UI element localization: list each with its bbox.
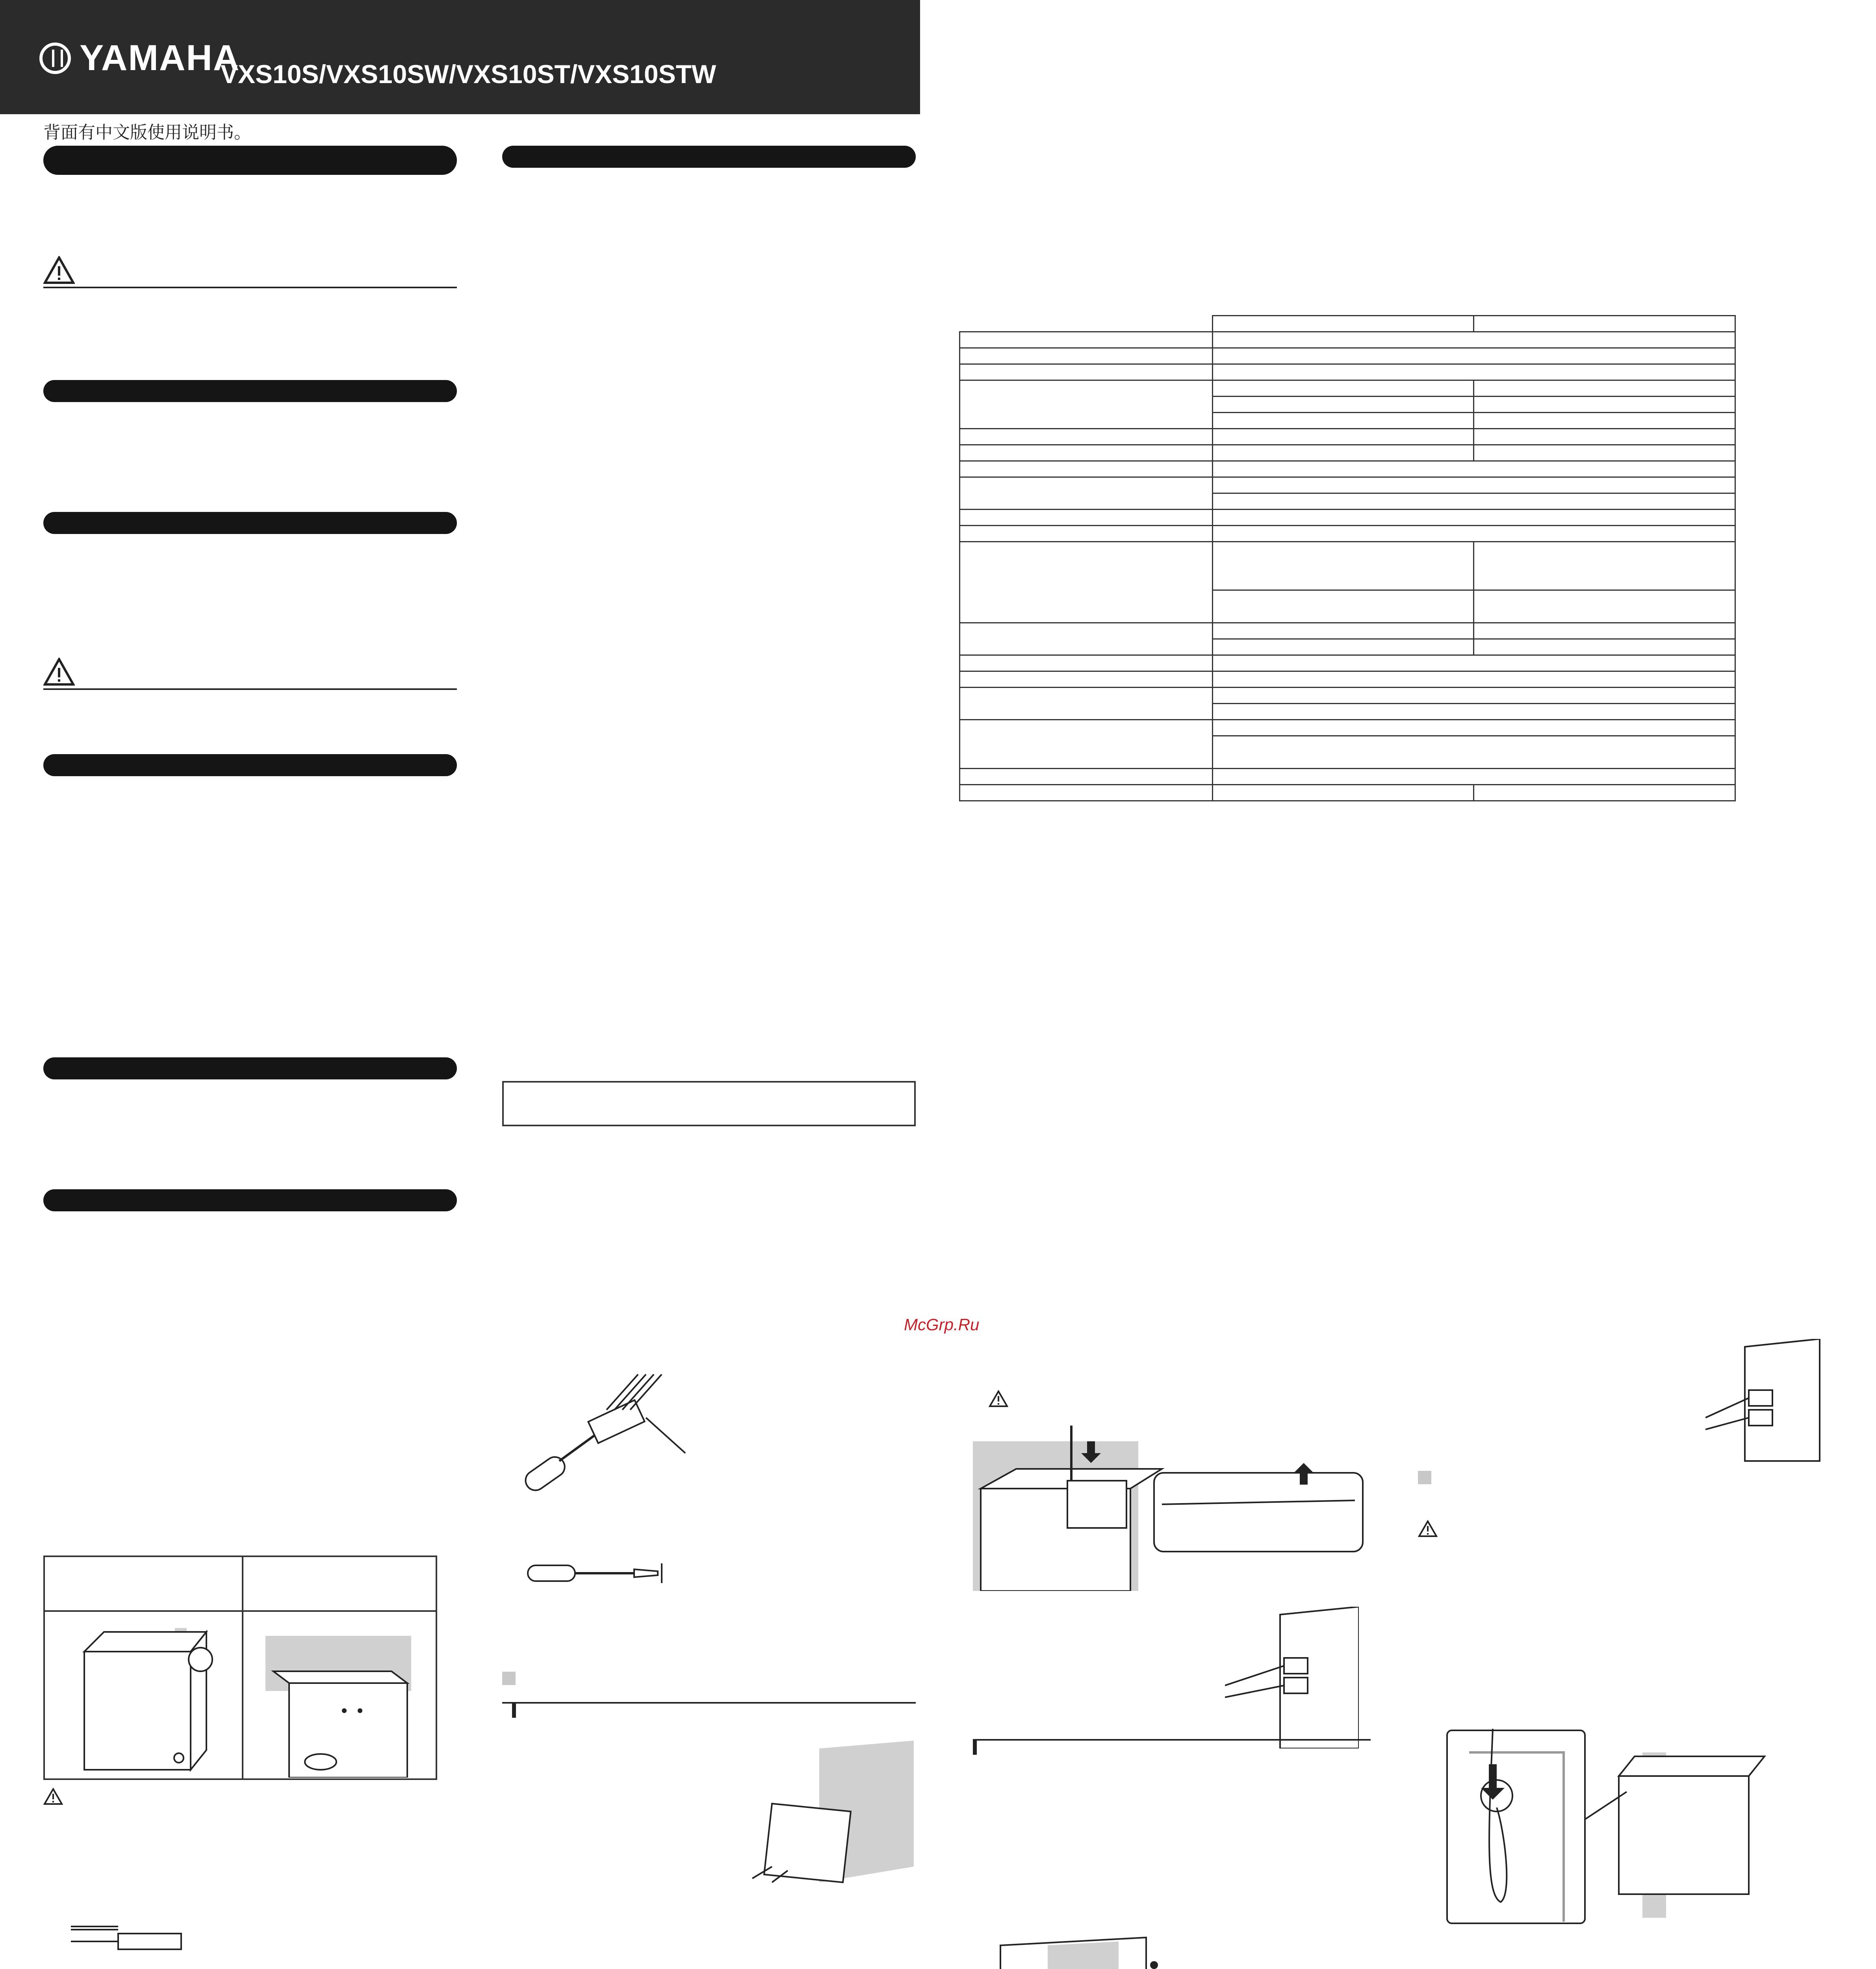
warning-rule-1: [43, 287, 457, 288]
bracket-lock-release-diagram: [973, 1426, 1367, 1591]
section-bar-col2: [502, 146, 916, 168]
table-row: [960, 526, 1735, 542]
wire-strip-diagram: [67, 1922, 193, 1957]
section-bar-6: [43, 1189, 457, 1211]
table-row: [960, 510, 1735, 526]
table-row: [960, 769, 1735, 785]
section-bar-4: [43, 754, 457, 776]
section-bar-3: [43, 512, 457, 534]
rule-marker: [973, 1739, 977, 1755]
table-row: [960, 688, 1735, 704]
table-row: [960, 542, 1735, 590]
watermark: McGrp.Ru: [904, 1315, 980, 1334]
step-marker: [1418, 1471, 1431, 1484]
table-row: [960, 623, 1735, 639]
table-row: [960, 332, 1735, 348]
brand-logo: [39, 37, 240, 79]
table-row: [960, 671, 1735, 688]
table-row: [960, 316, 1735, 332]
table-row: [960, 720, 1735, 736]
rule-marker: [512, 1702, 516, 1718]
table-row: [960, 785, 1735, 801]
table-row: [960, 380, 1735, 397]
specifications-table: [959, 315, 1736, 801]
wall-bracket-diagram: [740, 1741, 918, 1890]
table-row: [960, 461, 1735, 477]
table-row: [960, 348, 1735, 364]
step-marker: [502, 1672, 516, 1685]
section-bar-1: [43, 146, 457, 175]
warning-icon: [43, 658, 75, 688]
terminal-wire-diagram-2: [1705, 1339, 1824, 1465]
warning-icon: [1418, 1520, 1438, 1539]
note-box: [502, 1081, 916, 1126]
brand-name: YAMAHA: [80, 38, 240, 78]
warning-icon: [989, 1390, 1008, 1409]
section-rule: [502, 1702, 916, 1704]
table-row: [960, 445, 1735, 461]
section-rule: [973, 1739, 1371, 1741]
section-bar-2: [43, 380, 457, 402]
terminal-wire-diagram-1: [1225, 1607, 1359, 1748]
yamaha-tuning-fork-icon: [39, 43, 71, 74]
mounting-options-figure: [43, 1556, 437, 1780]
screwdriver-terminal-diagram: [520, 1366, 709, 1496]
warning-icon: [43, 256, 75, 286]
chinese-manual-note: 背面有中文版使用说明书。: [43, 123, 251, 142]
model-names: VXS10S/VXS10SW/VXS10ST/VXS10STW: [221, 59, 716, 89]
warning-icon: [43, 1788, 63, 1807]
table-row: [960, 429, 1735, 445]
warning-rule-2: [43, 688, 457, 690]
screwdriver-tip-diagram: [524, 1556, 674, 1591]
table-row: [960, 477, 1735, 493]
section-bar-5: [43, 1057, 457, 1079]
table-row: [960, 655, 1735, 671]
safety-wire-attach-diagram: [1446, 1729, 1784, 1949]
table-row: [960, 364, 1735, 380]
ceiling-bracket-diagram: [977, 1922, 1182, 1969]
